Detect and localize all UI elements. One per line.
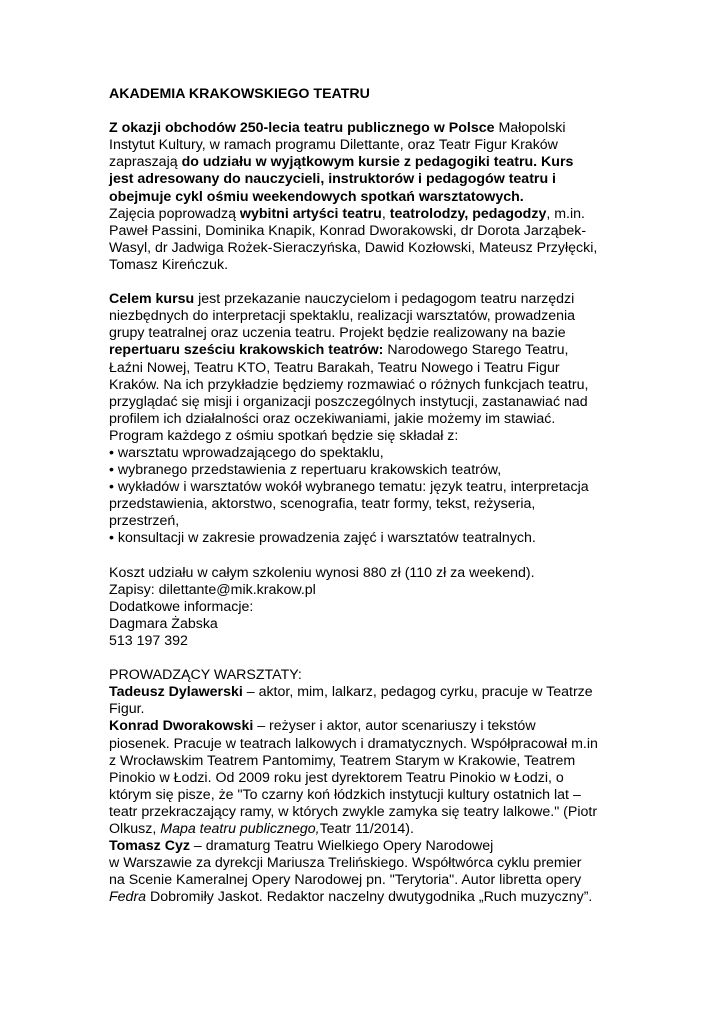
signup-line: Zapisy: dilettante@mik.krakow.pl [109,581,316,598]
goal-paragraph [109,291,624,547]
goal-line: Kraków. Na ich przykładzie będziemy rozmawiać o różnych funkcjach teatru, [109,376,589,393]
intro-line: Z okazji obchodów 250-lecia teatru publicznego w Polsce Małopolski [109,120,566,137]
intro-line: Instytut Kultury, w ramach programu Dilettante, oraz Teatr Figur Kraków [109,137,558,154]
intro-line: jest adresowany do nauczycieli, instruktorów i pedagogów teatru i [109,171,556,188]
intro-line: Zajęcia poprowadzą wybitni artyści teatru, teatrolodzy, pedagodzy, m.in. [109,205,585,222]
goal-line: Program każdego z ośmiu spotkań będzie się składał z: [109,427,459,444]
instructor-entry-line: Figur. [109,701,145,718]
goal-line: Celem kursu jest przekazanie nauczycielom i pedagogom teatru narzędzi [109,291,575,308]
program-bullet: • wykładów i warsztatów wokół wybranego tematu: język teatru, interpretacja [109,479,589,496]
document-title: AKADEMIA KRAKOWSKIEGO TEATRU [109,86,370,102]
goal-line: Łaźni Nowej, Teatru KTO, Teatru Barakah, Teatru Nowego i Teatru Figur [109,359,560,376]
program-bullet: • konsultacji w zakresie prowadzenia zajęć i warsztatów teatralnych. [109,530,536,547]
instructor-entry-line: teatr przekraczający ramy, w których zwykle zamyka się teatry lalkowe." (Piotr [109,803,598,820]
cost-line: Koszt udziału w całym szkoleniu wynosi 880 zł (110 zł za weekend). [109,564,535,581]
intro-paragraph [109,120,624,274]
instructor-entry-line: Fedra Dobromiły Jaskot. Redaktor naczelny dwutygodnika „Ruch muzyczny”. [109,889,593,906]
instructor-entry-line: w Warszawie za dyrekcji Mariusza Trelińskiego. Współtwórca cyklu premier [109,855,582,872]
instructor-entry-line: którym się pisze, że "To czarny koń łódzkich instytucji kultury ostatnich lat – [109,786,581,803]
instructor-entry: Tomasz Cyz – dramaturg Teatru Wielkiego Opery Narodowej [109,838,494,855]
more-info-label: Dodatkowe informacje: [109,598,254,615]
instructor-entry-line: Olkusz, Mapa teatru publicznego,Teatr 11/2014). [109,821,414,838]
instructor-entry-line: na Scenie Kameralnej Opery Narodowej pn. "Terytoria". Autor libretta opery [109,872,582,889]
goal-line: przyglądać się misji i organizacji poszczególnych instytucji, zastanawiać nad [109,393,588,410]
contact-phone: 513 197 392 [109,633,188,649]
goal-line: grupy teatralnej oraz uczenia teatru. Projekt będzie realizowany na bazie [109,325,566,342]
program-bullet: • warsztatu wprowadzającego do spektaklu, [109,444,384,461]
goal-line: niezbędnych do interpretacji spektaklu, realizacji warsztatów, prowadzenia [109,308,576,325]
program-bullet-continued: przestrzeń, [109,513,180,530]
goal-line: profilem ich działalności oraz oczekiwaniami, jakie możemy im stawiać. [109,410,556,427]
instructor-entry-line: z Wrocławskim Teatrem Pantomimy, Teatrem Starym w Krakowie, Teatrem [109,752,576,769]
program-bullet: • wybranego przedstawienia z repertuaru krakowskich teatrów, [109,462,502,479]
intro-line: Tomasz Kireńczuk. [109,256,229,273]
intro-line: obejmuje cykl ośmiu weekendowych spotkań warsztatowych. [109,188,524,205]
instructor-entry: Tadeusz Dylawerski – aktor, mim, lalkarz, pedagog cyrku, pracuje w Teatrze [109,684,593,701]
instructor-entry-line: piosenek. Pracuje w teatrach lalkowych i dramatycznych. Współpracował m.in [109,735,598,752]
document-page [109,86,624,907]
program-bullet-continued: przedstawienia, aktorstwo, scenografia, teatr formy, tekst, reżyseria, [109,496,536,513]
intro-line: Paweł Passini, Dominika Knapik, Konrad Dworakowski, dr Dorota Jarząbek- [109,222,587,239]
info-block [109,565,624,650]
instructor-entry: Konrad Dworakowski – reżyser i aktor, autor scenariuszy i tekstów [109,718,536,735]
contact-name: Dagmara Żabska [109,615,218,632]
goal-line: repertuaru sześciu krakowskich teatrów: Narodowego Starego Teatru, [109,342,569,359]
instructors-heading: PROWADZĄCY WARSZTATY: [109,667,302,684]
intro-line: Wasyl, dr Jadwiga Rożek-Sieraczyńska, Dawid Kozłowski, Mateusz Przyłęcki, [109,239,598,256]
intro-line: zapraszają do udziału w wyjątkowym kursie z pedagogiki teatru. Kurs [109,154,574,171]
instructor-entry-line: Pinokio w Łodzi. Od 2009 roku jest dyrektorem Teatru Pinokio w Łodzi, o [109,769,564,786]
instructors-section [109,667,624,906]
